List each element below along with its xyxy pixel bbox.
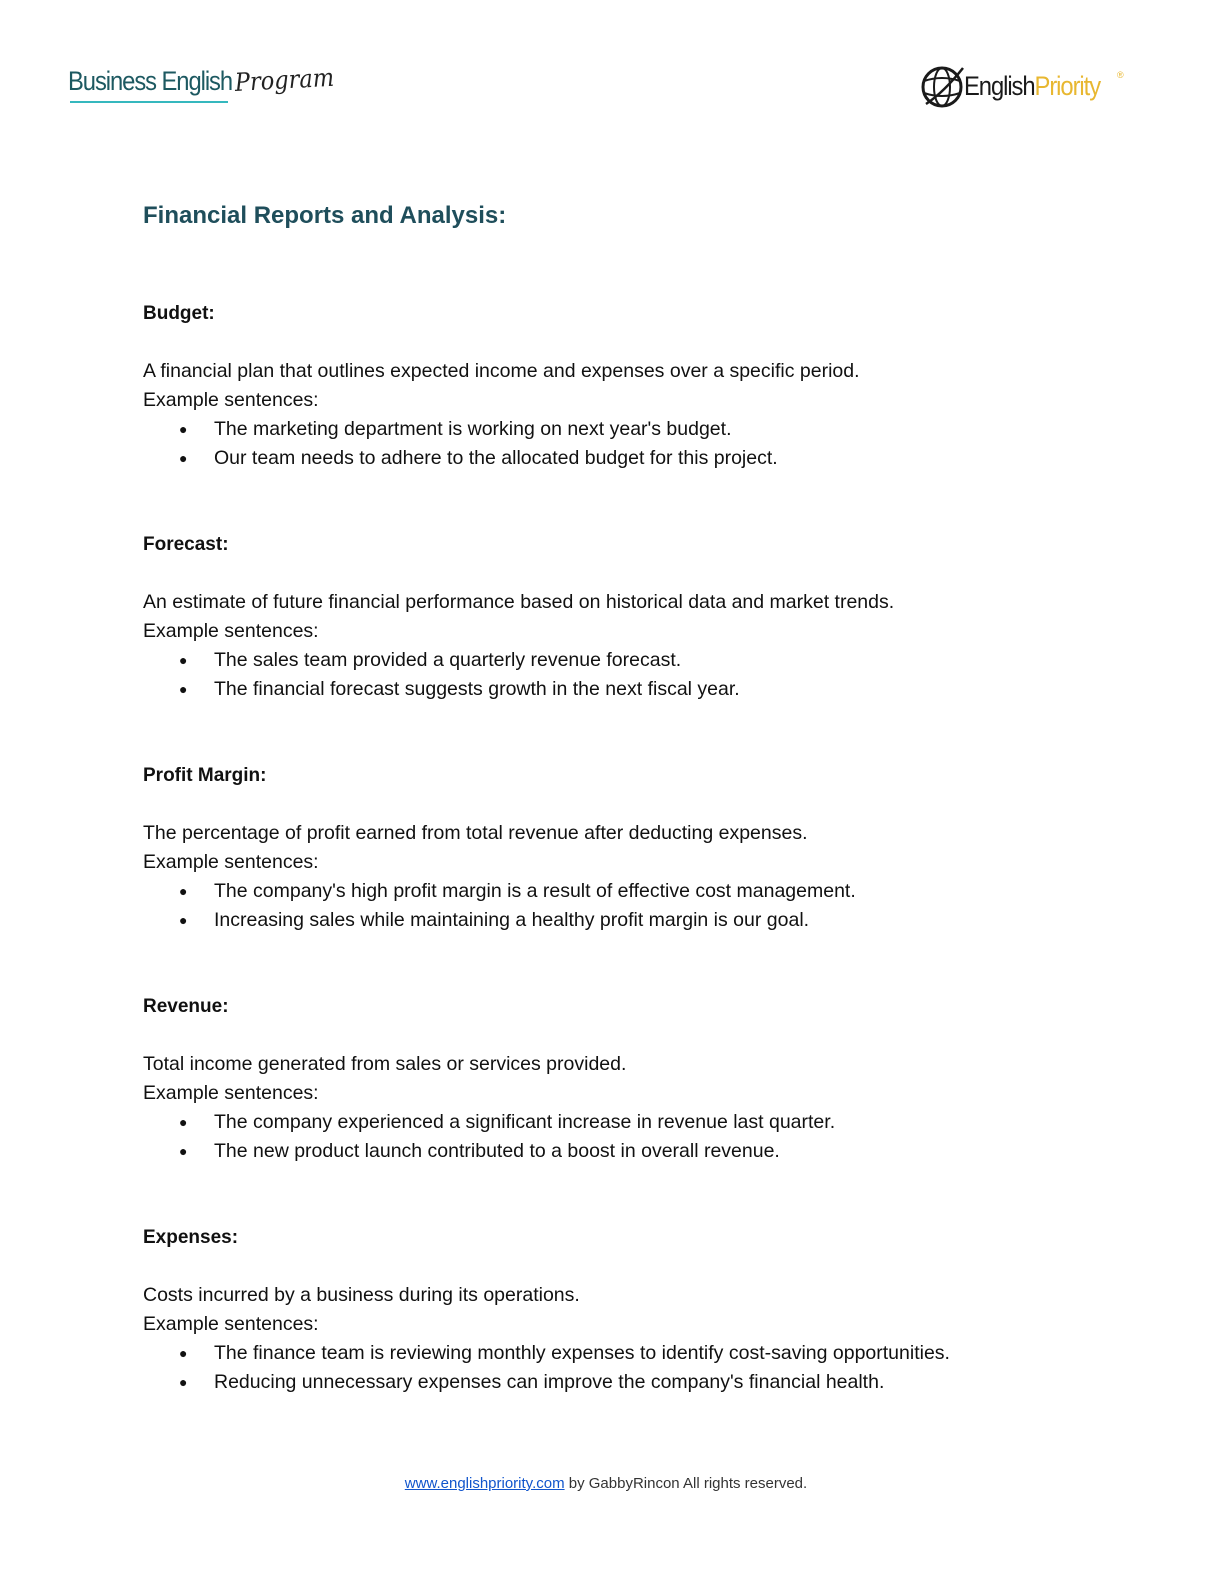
term-definition: The percentage of profit earned from total revenue after deducting expenses. — [143, 822, 808, 844]
example-list — [143, 877, 1103, 935]
term-definition: A financial plan that outlines expected income and expenses over a specific period. — [143, 360, 860, 382]
example-item — [143, 646, 1103, 675]
example-sentences-label: Example sentences: — [143, 1082, 319, 1104]
example-text: The marketing department is working on next year's budget. — [214, 418, 732, 440]
bullet-dot: ● — [179, 681, 188, 697]
example-item — [143, 415, 1103, 444]
term-section — [143, 299, 1103, 473]
term-heading: Revenue: — [143, 996, 229, 1017]
term-section — [143, 761, 1103, 935]
bullet-dot: ● — [179, 652, 188, 668]
term-heading: Budget: — [143, 303, 215, 324]
example-text: The finance team is reviewing monthly expenses to identify cost-saving opportunities. — [214, 1342, 950, 1364]
copyright-text: by GabbyRincon All rights reserved. — [564, 1475, 808, 1492]
example-text: The new product launch contributed to a boost in overall revenue. — [214, 1140, 780, 1162]
example-item — [143, 1108, 1103, 1137]
term-sections — [143, 299, 1103, 1397]
globe-icon — [920, 62, 966, 112]
document-body — [143, 196, 1103, 1397]
term-section — [143, 1223, 1103, 1397]
bullet-dot: ● — [179, 1143, 188, 1159]
bullet-dot: ● — [179, 421, 188, 437]
logo-word-english: English — [964, 71, 1035, 101]
example-item — [143, 906, 1103, 935]
example-item — [143, 675, 1103, 704]
logo-word-priority: Priority — [1034, 71, 1101, 101]
footer — [0, 1475, 1212, 1492]
logo-underline — [70, 101, 228, 103]
logo-brand-text: Business English — [68, 66, 233, 96]
example-list — [143, 415, 1103, 473]
example-item — [143, 444, 1103, 473]
example-text: The sales team provided a quarterly revenue forecast. — [214, 649, 682, 671]
example-text: Increasing sales while maintaining a healthy profit margin is our goal. — [214, 909, 810, 931]
bullet-dot: ● — [179, 912, 188, 928]
term-section — [143, 530, 1103, 704]
bullet-dot: ● — [179, 1114, 188, 1130]
example-text: The company's high profit margin is a result of effective cost management. — [214, 880, 856, 902]
example-text: The company experienced a significant increase in revenue last quarter. — [214, 1111, 836, 1133]
example-sentences-label: Example sentences: — [143, 851, 319, 873]
logo-script-text: Program — [234, 62, 335, 97]
example-item — [143, 1368, 1103, 1397]
term-section — [143, 992, 1103, 1166]
term-definition: An estimate of future financial performance based on historical data and market trends. — [143, 591, 895, 613]
example-item — [143, 1137, 1103, 1166]
example-item — [143, 877, 1103, 906]
example-list — [143, 646, 1103, 704]
term-heading: Forecast: — [143, 534, 229, 555]
bullet-dot: ● — [179, 1345, 188, 1361]
website-link[interactable]: www.englishpriority.com — [404, 1475, 565, 1492]
bullet-dot: ● — [179, 883, 188, 899]
example-text: Reducing unnecessary expenses can improve the company's financial health. — [214, 1371, 885, 1393]
example-sentences-label: Example sentences: — [143, 1313, 319, 1335]
example-sentences-label: Example sentences: — [143, 389, 319, 411]
term-heading: Profit Margin: — [143, 765, 267, 786]
example-list — [143, 1108, 1103, 1166]
logo-wordmark — [964, 71, 1100, 102]
bullet-dot: ● — [179, 1374, 188, 1390]
example-text: The financial forecast suggests growth in the next fiscal year. — [214, 678, 740, 700]
term-definition: Total income generated from sales or services provided. — [143, 1053, 627, 1075]
bullet-dot: ● — [179, 450, 188, 466]
term-heading: Expenses: — [143, 1227, 239, 1248]
registered-mark: ® — [1117, 70, 1124, 80]
example-sentences-label: Example sentences: — [143, 620, 319, 642]
term-definition: Costs incurred by a business during its operations. — [143, 1284, 580, 1306]
page-title: Financial Reports and Analysis: — [143, 202, 507, 229]
example-text: Our team needs to adhere to the allocated budget for this project. — [214, 447, 778, 469]
example-list — [143, 1339, 1103, 1397]
english-priority-logo — [920, 62, 1130, 112]
example-item — [143, 1339, 1103, 1368]
